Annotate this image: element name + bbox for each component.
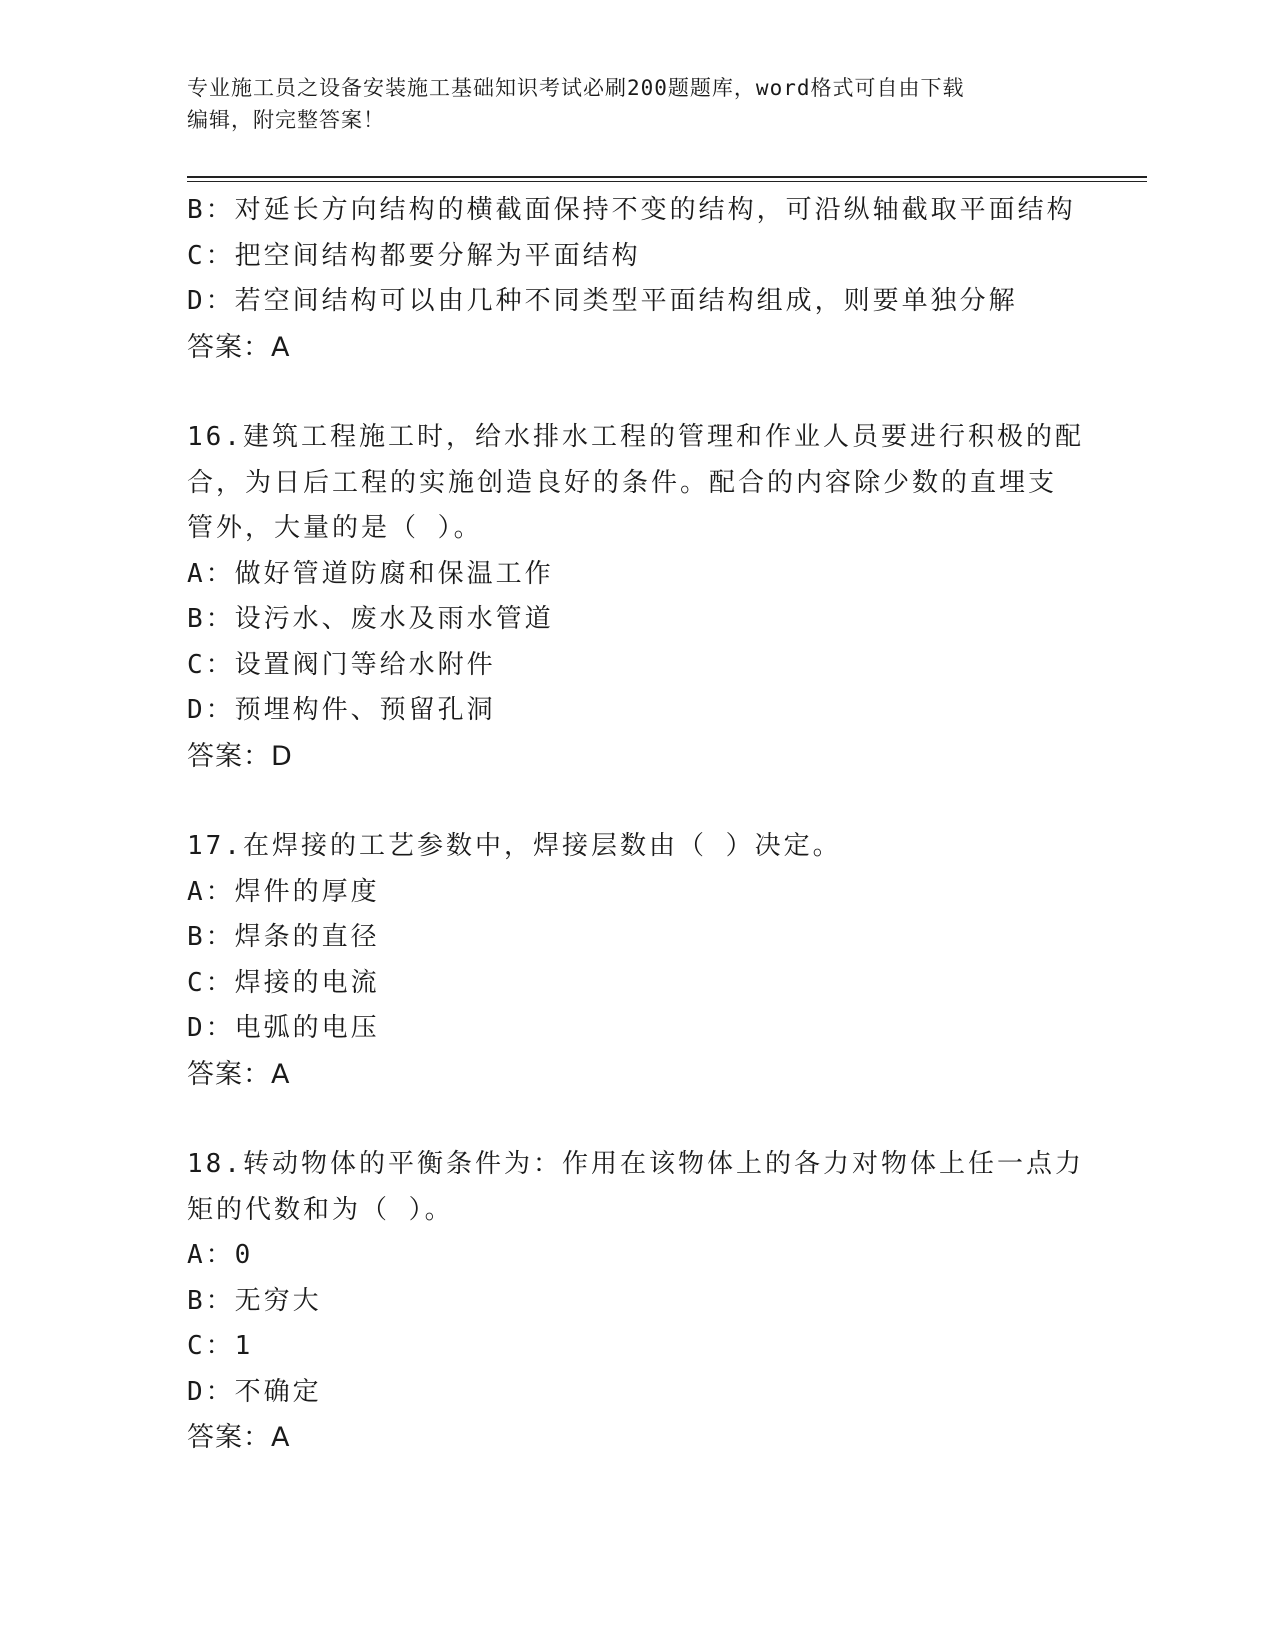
header-line-1: 专业施工员之设备安装施工基础知识考试必刷200题题库，word格式可自由下载	[187, 76, 965, 100]
header-divider-thin	[187, 181, 1147, 182]
option-d: D：若空间结构可以由几种不同类型平面结构组成，则要单独分解	[187, 286, 1018, 316]
question-15-continuation	[187, 188, 1087, 370]
answer-line: 答案：D	[187, 740, 293, 772]
answer-line: 答案：A	[187, 331, 291, 363]
answer-line: 答案：A	[187, 1422, 291, 1453]
page-header	[187, 72, 1087, 136]
header-line-2: 编辑，附完整答案！	[187, 108, 385, 132]
option-c: C：焊接的电流	[187, 967, 380, 998]
header-divider-thick	[187, 176, 1147, 178]
question-stem-line: 16.建筑工程施工时，给水排水工程的管理和作业人员要进行积极的配	[187, 422, 1084, 452]
option-b: B：设污水、废水及雨水管道	[187, 604, 554, 634]
question-18	[187, 1142, 1087, 1461]
question-stem-line: 18.转动物体的平衡条件为：作用在该物体上的各力对物体上任一点力	[187, 1149, 1084, 1179]
question-list	[187, 188, 1087, 1461]
option-b: B：无穷大	[187, 1285, 322, 1316]
option-a: A：焊件的厚度	[187, 876, 380, 907]
option-c: C：1	[187, 1331, 254, 1361]
option-b: B：对延长方向结构的横截面保持不变的结构，可沿纵轴截取平面结构	[187, 195, 1076, 225]
question-stem-line: 合，为日后工程的实施创造良好的条件。配合的内容除少数的直埋支	[187, 467, 1058, 498]
option-c: C：设置阀门等给水附件	[187, 649, 496, 680]
option-d: D：不确定	[187, 1376, 322, 1407]
answer-line: 答案：A	[187, 1058, 291, 1090]
option-a: A：0	[187, 1240, 254, 1270]
question-17	[187, 824, 1087, 1097]
question-stem-line: 17.在焊接的工艺参数中，焊接层数由（ ）决定。	[187, 831, 842, 861]
option-c: C：把空间结构都要分解为平面结构	[187, 240, 641, 271]
option-a: A：做好管道防腐和保温工作	[187, 558, 554, 589]
option-b: B：焊条的直径	[187, 922, 380, 952]
question-stem-line: 管外，大量的是（ ）。	[187, 513, 483, 543]
option-d: D：电弧的电压	[187, 1013, 380, 1043]
option-d: D：预埋构件、预留孔洞	[187, 695, 496, 725]
question-16	[187, 415, 1087, 779]
question-stem-line: 矩的代数和为（ ）。	[187, 1194, 454, 1225]
